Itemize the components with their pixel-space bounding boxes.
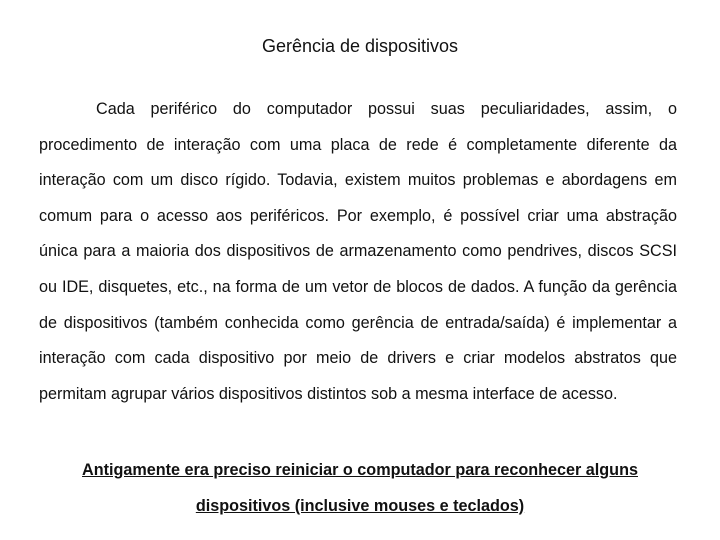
highlighted-note: Antigamente era preciso reiniciar o computador para reconhecer alguns dispositivos (inclusive mouses e teclados) bbox=[82, 461, 638, 515]
body-paragraph: Cada periférico do computador possui suas peculiaridades, assim, o procedimento de interação com uma placa de rede é completamente diferente da interação com um disco rígido. Todavia, existem muitos problemas e abordagens em comum para o acesso aos periféricos. Por exemplo, é possível criar uma abstração única para a maioria dos dispositivos de armazenamento como pendrives, discos SCSI ou IDE, disquetes, etc., na forma de um vetor de blocos de dados. A função da gerência de dispositivos (também conhecida como gerência de entrada/saída) é implementar a interação com cada dispositivo por meio de drivers e criar modelos abstratos que permitam agrupar vários dispositivos distintos sob a mesma interface de acesso. bbox=[39, 100, 677, 403]
slide-title: Gerência de dispositivos bbox=[261, 36, 459, 56]
